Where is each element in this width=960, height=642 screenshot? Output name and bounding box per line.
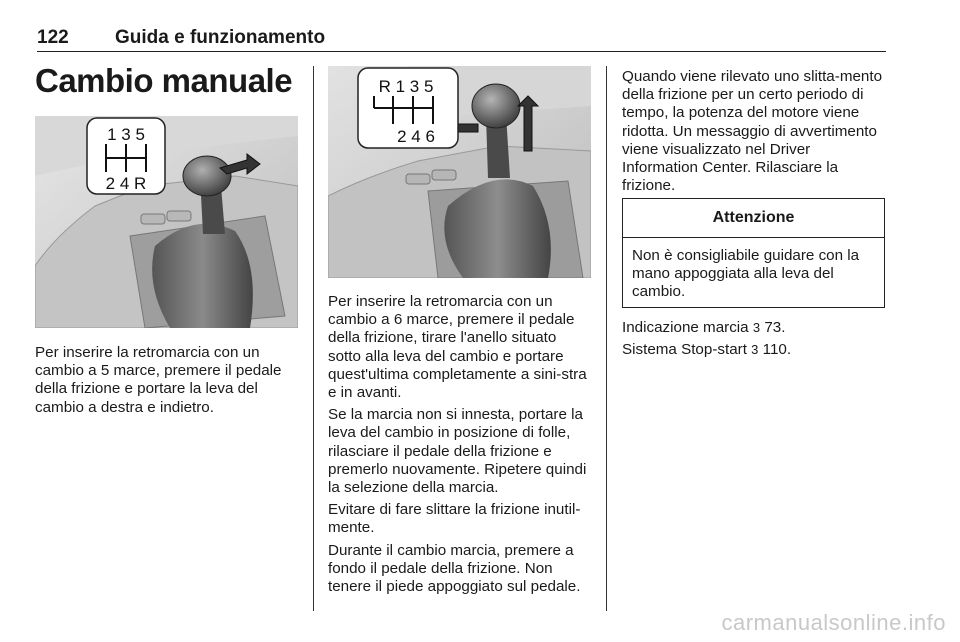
gear-lever-6speed-illustration: [328, 66, 591, 278]
gear-lever-5speed-illustration: [35, 116, 298, 328]
chapter-title: Guida e funzionamento: [115, 27, 326, 48]
shift-pattern-bottom: 2 4 6: [397, 127, 435, 146]
page-reference-icon: 3: [751, 342, 759, 358]
paragraph: Se la marcia non si innesta, portare la leva del cambio in posizione di folle, rilasciare il pedale della frizione e premerlo nuovamente. Ripetere quindi la selezione della marcia.: [328, 406, 587, 497]
reference-stop-start[interactable]: [622, 341, 888, 359]
paragraph: Per inserire la retromarcia con un cambio a 5 marce, premere il pedale della frizione e portare la leva del cambio a destra e indietro.: [35, 344, 282, 416]
shift-pattern-bottom: 2 4 R: [105, 174, 147, 193]
shift-pattern-top: 1 3 5: [107, 125, 145, 144]
reference-page: 110.: [762, 341, 792, 359]
reference-page: 73.: [764, 319, 786, 336]
shift-pattern-top: R 1 3 5: [378, 77, 434, 96]
warning-text: Non è consigliabile guidare con la mano appoggiata alla leva del cambio.: [632, 247, 860, 301]
column-1-text: [35, 344, 300, 421]
paragraph: Quando viene rilevato uno slitta-mento della frizione per un certo periodo di tempo, la potenza del motore viene ridotta. Un messaggio di avvertimento viene visualizzato nel Driver Information Center. Rilasciare la frizione.: [622, 68, 883, 195]
section-title: Cambio manuale: [35, 62, 293, 99]
column-2-text: [328, 293, 593, 600]
page-number: 122: [37, 27, 69, 48]
cross-references: [622, 319, 888, 363]
warning-heading: Attenzione: [623, 199, 884, 238]
warning-box: [622, 198, 885, 308]
column-divider-1: [313, 66, 314, 611]
page-header: [37, 27, 886, 52]
reference-gear-indication[interactable]: [622, 319, 888, 337]
page-reference-icon: 3: [752, 320, 761, 335]
paragraph: Durante il cambio marcia, premere a fondo il pedale della frizione. Non tenere il piede appoggiato sul pedale.: [328, 541, 581, 596]
column-divider-2: [606, 66, 607, 611]
reference-label: Sistema Stop-start: [622, 341, 747, 359]
paragraph: Evitare di fare slittare la frizione inutil-mente.: [328, 501, 581, 537]
reference-label: Indicazione marcia: [622, 319, 749, 336]
column-3-text: [622, 68, 888, 199]
watermark: carmanualsonline.info: [721, 610, 946, 635]
paragraph: Per inserire la retromarcia con un cambio a 6 marce, premere il pedale della frizione, tirare l'anello situato sotto alla leva del cambio e portare quest'ultima completamente a sini-stra e in avanti.: [328, 293, 587, 402]
